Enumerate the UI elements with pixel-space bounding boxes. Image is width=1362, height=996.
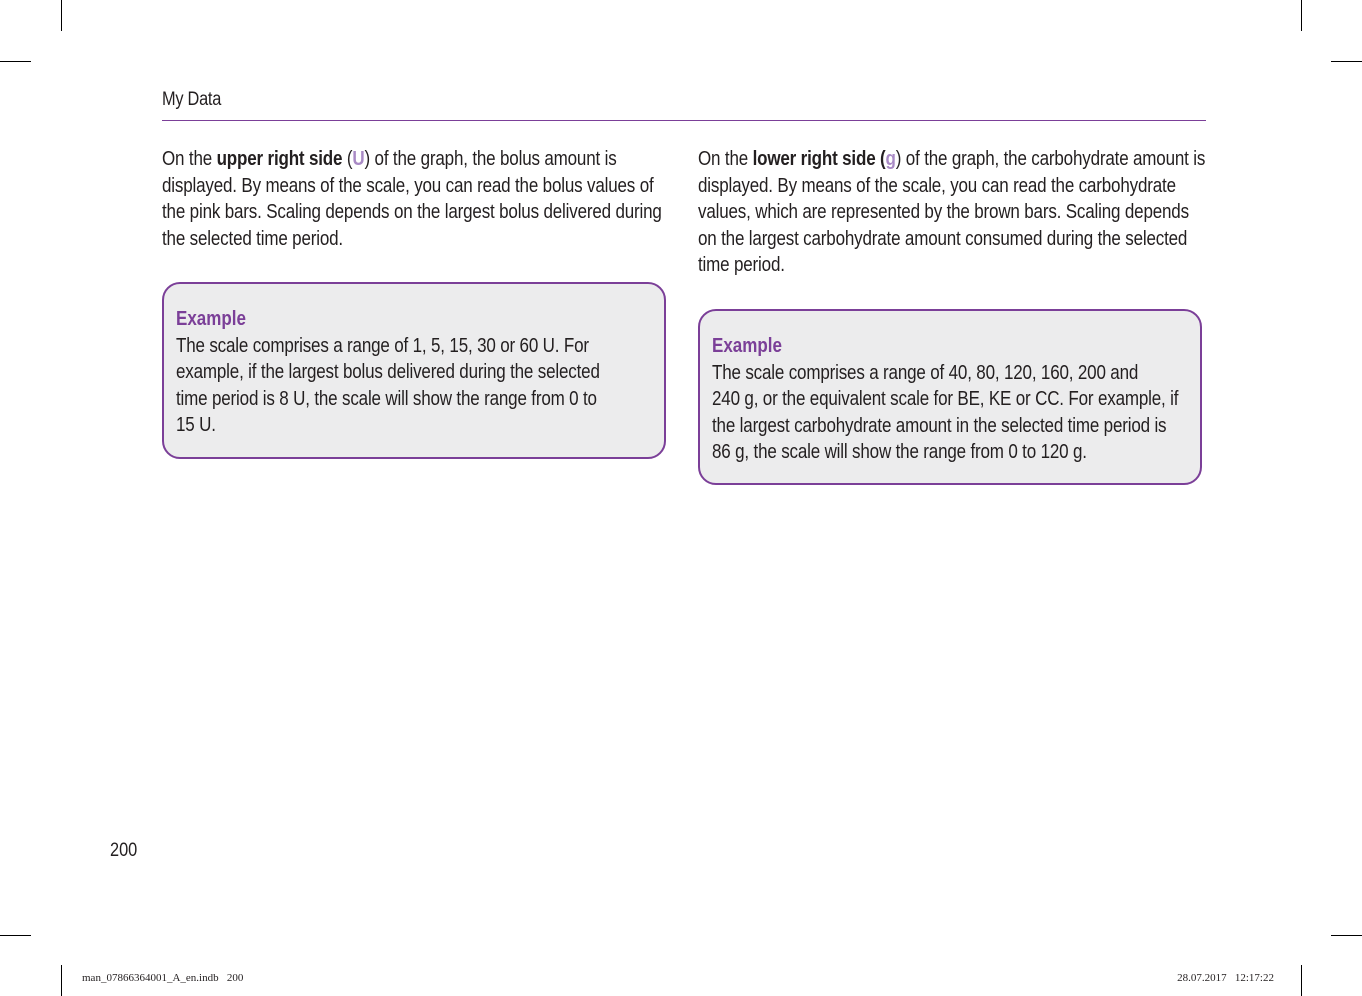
header-divider [162,120,1206,121]
carbohydrate-symbol: g [885,148,896,170]
example-text-line: time period is 8 U, the scale will show the range from 0 to [176,387,597,410]
example-text-line: The scale comprises a range of 1, 5, 15, 30 or 60 U. For [176,334,589,357]
example-text-line: 86 g, the scale will show the range from 0 to 120 g. [712,441,1087,463]
crop-mark [1331,935,1362,936]
print-slug-file: man_07866364001_A_en.indb 200 [82,972,244,984]
left-column [162,146,672,252]
example-text-line: The scale comprises a range of 40, 80, 120, 160, 200 and [712,361,1139,384]
print-slug-timestamp: 28.07.2017 12:17:22 [1177,972,1274,984]
bolus-symbol: U [352,148,365,170]
crop-mark [1331,61,1362,62]
example-text-line: 15 U. [176,414,216,436]
example-text-line: 240 g, or the equivalent scale for BE, KE or CC. For example, if [712,388,1179,410]
crop-mark [1301,0,1302,31]
example-text-line: the largest carbohydrate amount in the selected time period is [712,414,1167,437]
lower-right-side-paragraph: On the lower right side (g) of the graph, the carbohydrate amount is displayed. By means of the scale, you can read the carbohydrate values, which are represented by the brown bars. Scaling depends on the largest carbohydrate amount consumed during the selected time period. [698,148,1206,276]
example-text-line: example, if the largest bolus delivered during the selected [176,361,600,383]
crop-mark [61,965,62,996]
example-title: Example [712,335,782,357]
crop-mark [1301,965,1302,996]
crop-mark [0,61,31,62]
crop-mark [61,0,62,31]
example-box-bolus [162,282,666,459]
page-header-title: My Data [162,89,222,110]
example-box-carbohydrate [698,309,1202,485]
page-number: 200 [110,840,138,861]
bold-term: upper right side [216,148,343,170]
upper-right-side-paragraph: On the upper right side (U) of the graph, the bolus amount is displayed. By means of the scale, you can read the bolus values of the pink bars. Scaling depends on the largest bolus delivered during the selected time period. [162,148,662,250]
crop-mark [0,935,31,936]
bold-term: lower right side ( [752,148,886,170]
right-column [698,146,1208,279]
example-title: Example [176,308,246,330]
